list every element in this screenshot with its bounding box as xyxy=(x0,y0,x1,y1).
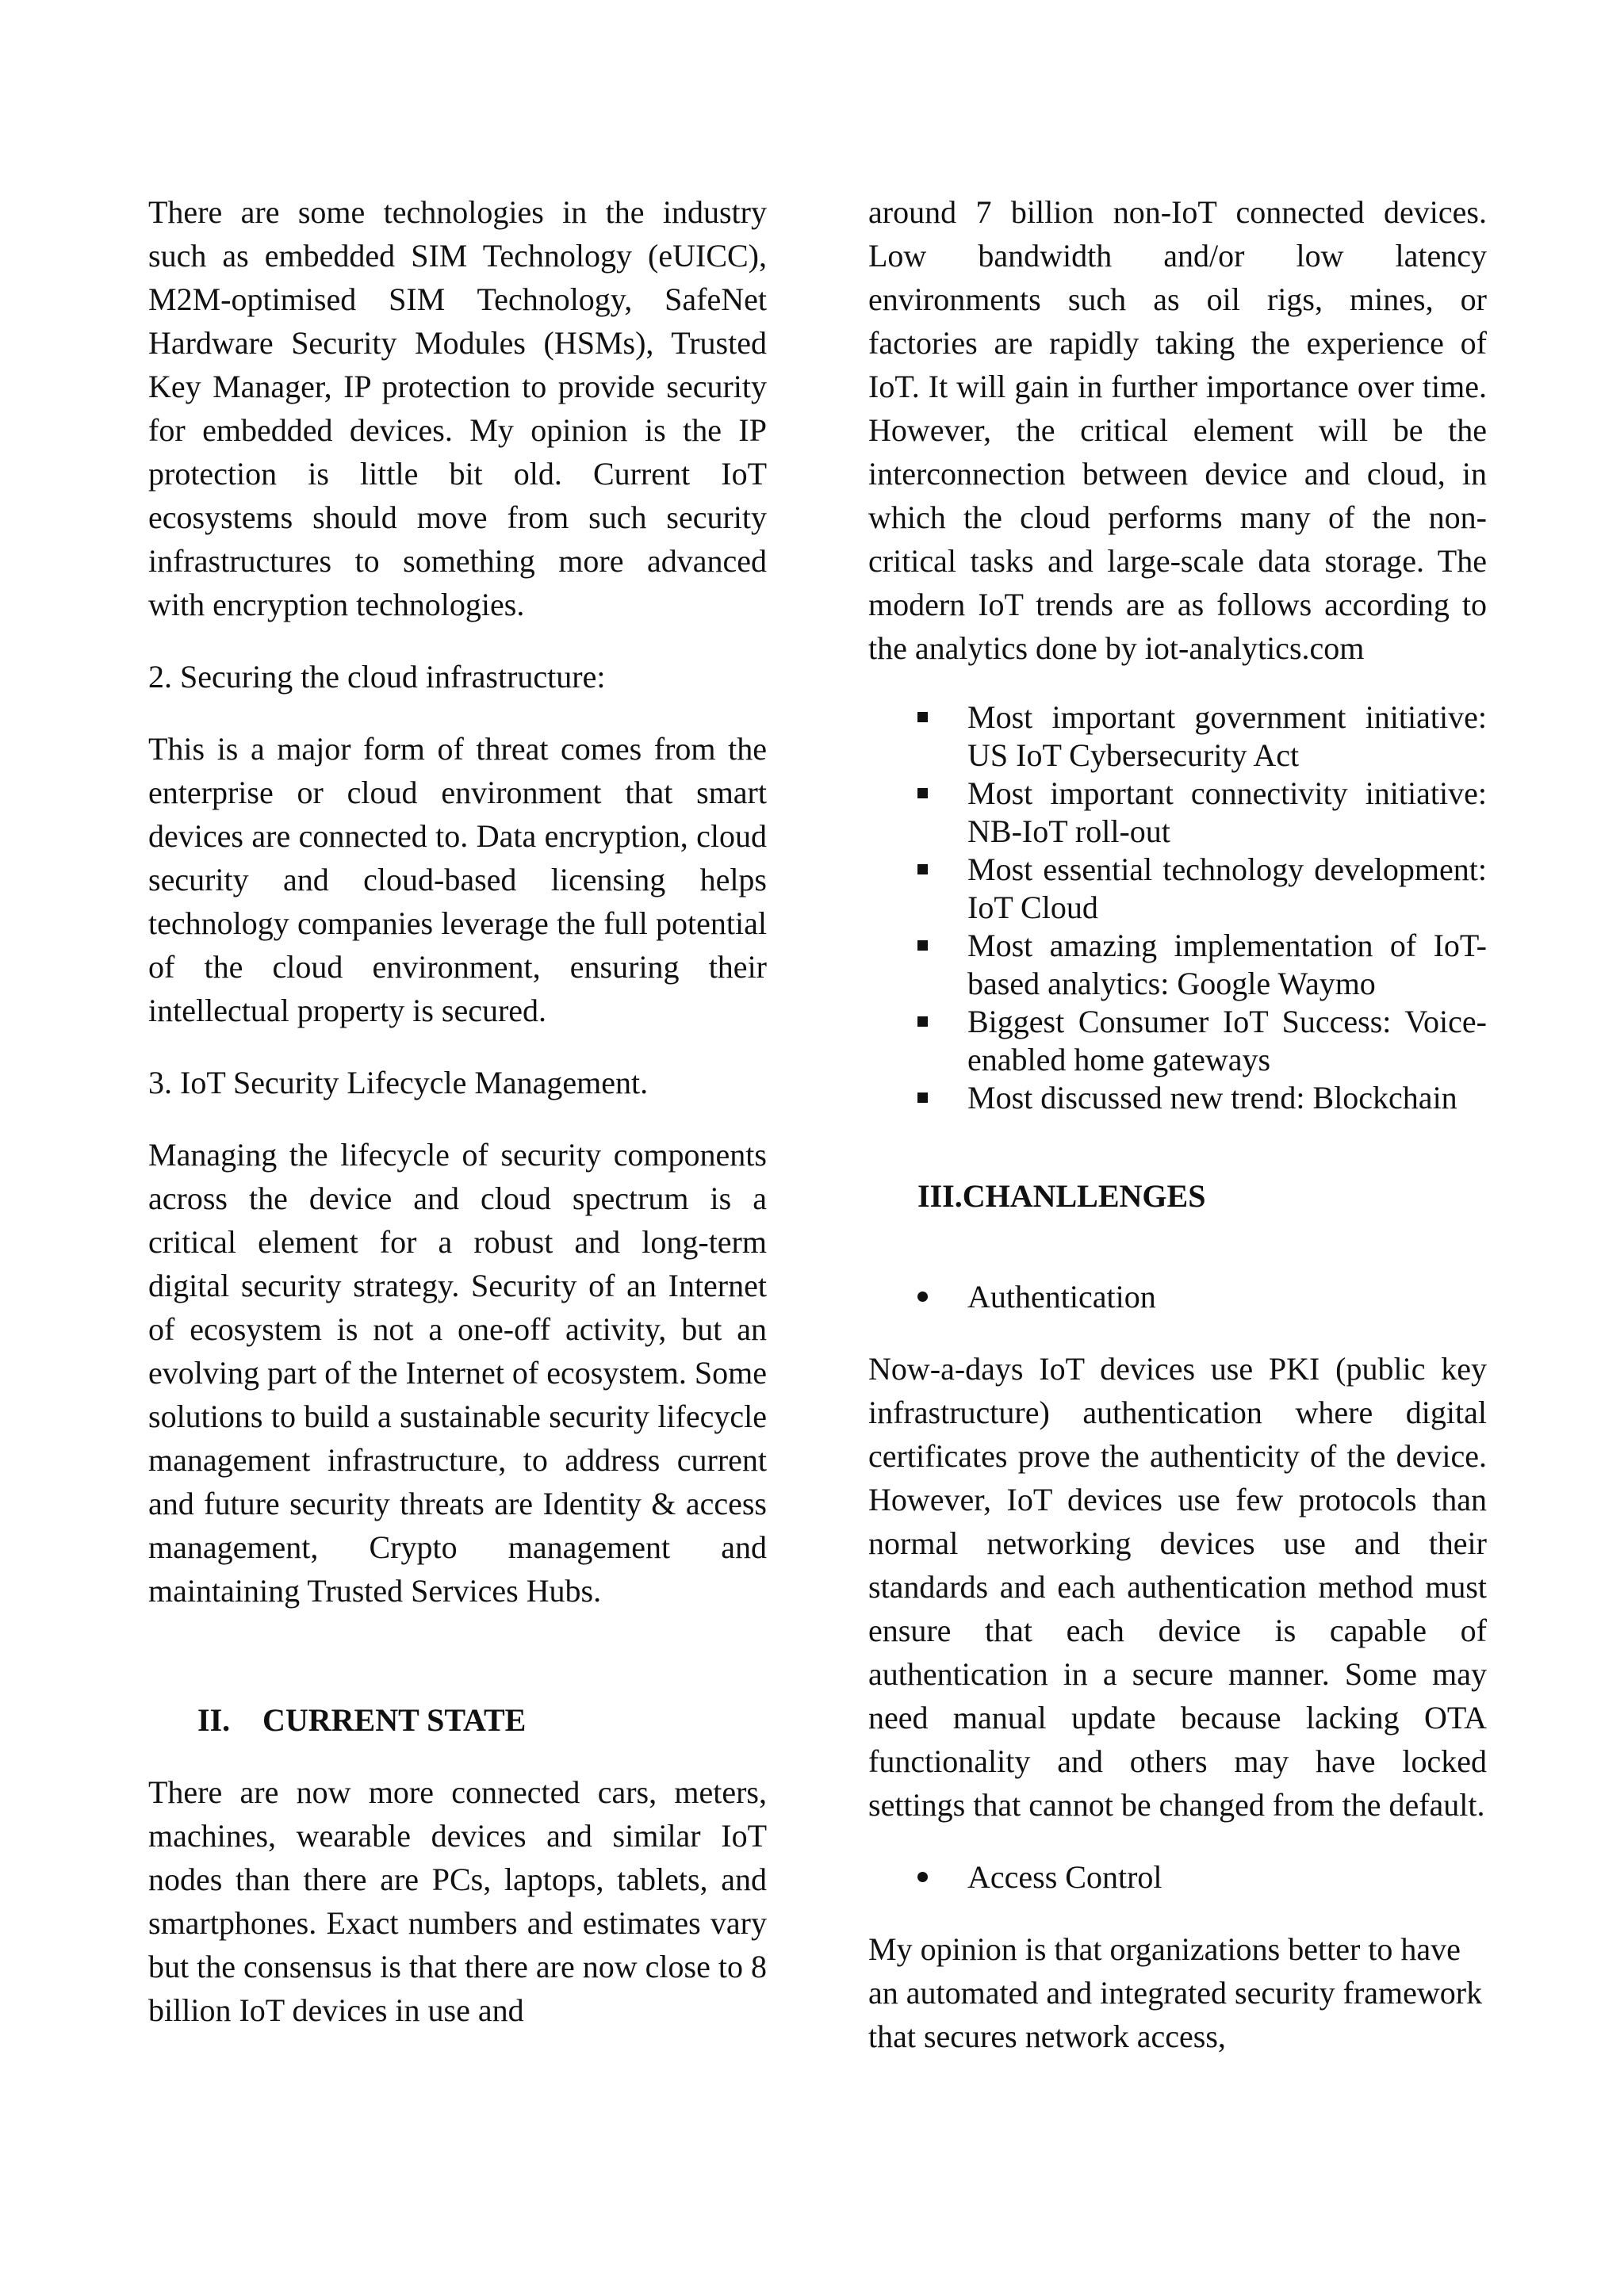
list-item: Most discussed new trend: Blockchain xyxy=(868,1079,1487,1117)
section-title: CHANLLENGES xyxy=(962,1178,1206,1214)
list-item: Most important government initiative: US IoT Cybersecurity Act xyxy=(868,698,1487,775)
paragraph-access-control: My opinion is that organizations better to have an automated and integrated security framework that secures network access, xyxy=(868,1931,1483,2054)
paragraph-lifecycle: Managing the lifecycle of security components across the device and cloud spectrum is a critical element for a robust and long-term digital security strategy. Security of an Internet of ecosystem is not a one-off activity, but an evolving part of the Internet of ecosystem. Some solutions to build a sustainable security lifecycle management infrastructure, to address current and future security threats are Identity & access management, Crypto management and maintaining Trusted Services Hubs. xyxy=(148,1137,767,1609)
list-item: Most essential technology development: IoT Cloud xyxy=(868,851,1487,927)
list-item: Most important connectivity initiative: NB-IoT roll-out xyxy=(868,775,1487,851)
section-heading-challenges xyxy=(868,1174,1487,1218)
subheading-lifecycle-management: 3. IoT Security Lifecycle Management. xyxy=(148,1065,649,1100)
paragraph-connected-devices: There are now more connected cars, meters, machines, wearable devices and similar IoT nodes than there are PCs, laptops, tablets, and smartphones. Exact numbers and estimates vary but the consensus is that there are now close to 8 billion IoT devices in use and xyxy=(148,1774,767,2028)
paragraph-non-iot-devices: around 7 billion non-IoT connected devices. Low bandwidth and/or low latency environments such as oil rigs, mines, or factories are rapidly taking the experience of IoT. It will gain in further importance over time. However, the critical element will be the interconnection between device and cloud, in which the cloud performs many of the non-critical tasks and large-scale data storage. The modern IoT trends are as follows according to the analytics done by iot-analytics.com xyxy=(868,194,1487,666)
list-item: Most amazing implementation of IoT-based analytics: Google Waymo xyxy=(868,927,1487,1003)
square-bullet-icon xyxy=(917,712,928,722)
subheading-cloud-infrastructure: 2. Securing the cloud infrastructure: xyxy=(148,659,606,695)
square-bullet-icon xyxy=(917,1016,928,1027)
paragraph-security-technologies: There are some technologies in the industry such as embedded SIM Technology (eUICC), M2M-optimised SIM Technology, SafeNet Hardware Security Modules (HSMs), Trusted Key Manager, IP protection to provide security for embedded devices. My opinion is the IP protection is little bit old. Current IoT ecosystems should move from such security infrastructures to something more advanced with encryption technologies. xyxy=(148,194,767,622)
left-column xyxy=(148,190,767,2061)
round-bullet-icon xyxy=(917,1872,928,1882)
section-number: III. xyxy=(917,1178,963,1214)
square-bullet-icon xyxy=(917,940,928,951)
list-item: Biggest Consumer IoT Success: Voice-enabled home gateways xyxy=(868,1003,1487,1079)
paragraph-cloud-threat: This is a major form of threat comes from the enterprise or cloud environment that smart devices are connected to. Data encryption, cloud security and cloud-based licensing helps technology companies leverage the full potential of the cloud environment, ensuring their intellectual property is secured. xyxy=(148,731,767,1028)
round-bullet-icon xyxy=(917,1292,928,1302)
paragraph-authentication: Now-a-days IoT devices use PKI (public key infrastructure) authentication where digital certificates prove the authenticity of the device. However, IoT devices use few protocols than normal networking devices use and their standards and each authentication method must ensure that each device is capable of authentication in a secure manner. Some may need manual update because lacking OTA functionality and others may have locked settings that cannot be changed from the default. xyxy=(868,1351,1487,1823)
trends-list xyxy=(868,698,1487,1117)
section-heading-current-state xyxy=(148,1698,767,1742)
section-number: II. xyxy=(197,1702,231,1738)
bullet-authentication: Authentication xyxy=(868,1275,1487,1318)
bullet-access-control: Access Control xyxy=(868,1855,1487,1899)
square-bullet-icon xyxy=(917,1093,928,1103)
right-column xyxy=(868,190,1487,2087)
square-bullet-icon xyxy=(917,864,928,874)
square-bullet-icon xyxy=(917,788,928,798)
section-title: CURRENT STATE xyxy=(262,1702,527,1738)
